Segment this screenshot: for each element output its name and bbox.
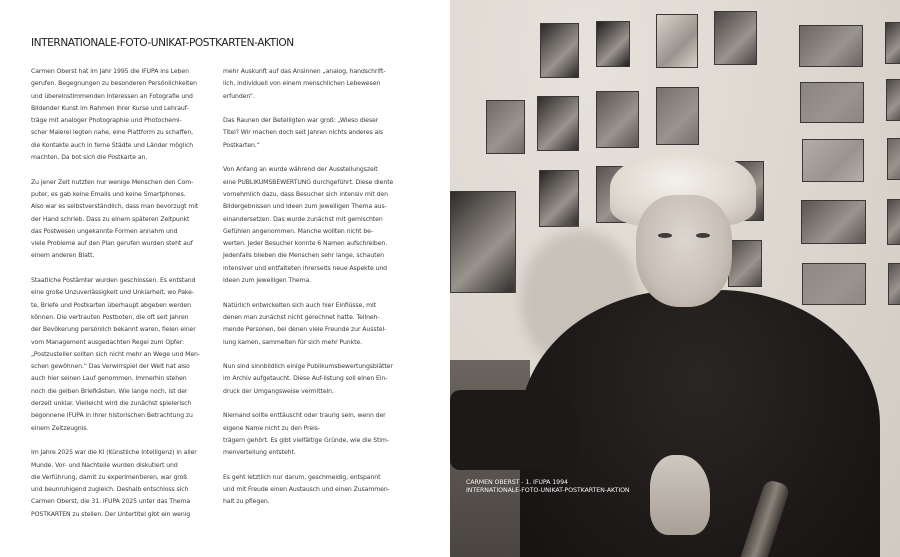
- text-line: POSTKARTEN zu stellen. Der Untertitel gibt ein wenig: [31, 510, 191, 518]
- wall-postcard: [656, 87, 699, 145]
- wall-postcard: [886, 79, 900, 121]
- text-line: puter, es gab keine Emails und keine Smartphones.: [31, 190, 186, 198]
- paragraph: [223, 472, 411, 509]
- paragraph: [31, 66, 219, 164]
- text-line: Gefühlen angenommen. Manche wollten nicht be-: [223, 227, 374, 235]
- text-line: Von Anfang an wurde während der Ausstellungszeit: [223, 166, 378, 174]
- text-line: Carmen Oberst hat im Jahr 1995 die IFUPA ins Leben: [31, 68, 189, 75]
- wall-postcard: [800, 82, 864, 123]
- wall-postcard: [596, 21, 630, 67]
- text-line: Bildergebnissen und Ideen zum jeweiligen Thema aus-: [223, 203, 387, 211]
- text-line: lung kamen, sammelten für sich mehr Punkte.: [223, 338, 362, 346]
- text-line: Zu jener Zeit nutzten nur wenige Menschen den Com-: [31, 178, 194, 186]
- portrait-photo: [450, 0, 900, 557]
- paragraph: [223, 164, 411, 287]
- text-line: der Hand schrieb. Dass zu einem späteren Zeitpunkt: [31, 215, 190, 223]
- text-line: trägern gehört. Es gibt vielfältige Gründe, wie die Stim-: [223, 436, 389, 444]
- text-line: schen gewöhnen.“ Das Verwirrspiel der Welt hat also: [31, 363, 190, 371]
- text-line: Bildender Kunst im Rahmen ihrer Kurse und Lehrauf-: [31, 104, 189, 112]
- text-line: „Postzusteller sollten sich nicht mehr an Wege und Men-: [31, 350, 200, 358]
- text-line: machten. Da bot sich die Postkarte an.: [31, 154, 148, 162]
- text-column-2: [223, 66, 411, 521]
- text-line: Natürlich entwickelten sich auch hier Einflüsse, mit: [223, 301, 376, 309]
- text-line: erfunden“.: [223, 92, 255, 100]
- paragraph: [31, 275, 219, 435]
- text-line: intensiver und entfalteten ihrerseits neue Aspekte und: [223, 264, 387, 272]
- text-line: te, Briefe und Postkarten überhaupt abgeben werden: [31, 301, 191, 309]
- text-line: viele Probleme auf den Plan gerufen wurden steht auf: [31, 240, 193, 248]
- paragraph: [223, 300, 411, 349]
- text-line: Postkarten.“: [223, 141, 260, 149]
- wall-postcard: [450, 191, 516, 293]
- paragraph: [223, 410, 411, 459]
- text-line: Titel? Wir machen doch seit Jahren nichts anderes als: [223, 129, 384, 137]
- text-line: Ideen zum jeweiligen Thema.: [223, 277, 312, 285]
- text-line: und mit Freude einen Austausch und einen Zusammen-: [223, 486, 390, 494]
- text-line: Staatliche Postämter wurden geschlossen. Es entstand: [31, 277, 196, 285]
- photo-eye-left: [658, 233, 672, 238]
- wall-postcard: [799, 25, 863, 67]
- text-line: mende Personen, bei denen viele Freunde zur Ausstel-: [223, 326, 387, 334]
- text-line: menverteilung entsteht.: [223, 449, 296, 457]
- text-line: eine PUBLIKUMSBEWERTUNG durchgeführt. Diese diente: [223, 178, 394, 186]
- text-column-1: [31, 66, 219, 533]
- text-line: Also war es selbstverständlich, dass man bevorzugt mit: [31, 203, 199, 211]
- text-line: noch die gelben Briefkästen. Wie lange noch, ist der: [31, 387, 188, 395]
- text-line: die Verführung, damit zu experimentieren, war groß: [31, 473, 188, 481]
- paragraph: [31, 447, 219, 521]
- paragraph: [223, 66, 411, 103]
- text-line: eigene Name nicht zu den Preis-: [223, 424, 321, 432]
- text-line: Es geht letztlich nur darum, geschmeidig, entspannt: [223, 473, 381, 481]
- text-line: im Archiv aufgetaucht. Diese Auf-listung soll einen Ein-: [223, 375, 388, 383]
- photo-hand: [650, 455, 710, 535]
- photo-face: [636, 195, 732, 307]
- text-line: einem Zeitzeugnis.: [31, 424, 89, 432]
- paragraph: [223, 115, 411, 152]
- wall-postcard: [885, 22, 900, 64]
- text-line: das Postwesen ungekannte Formen annahm und: [31, 227, 178, 235]
- text-line: vom Management ausgedachten Regel zum Opfer:: [31, 338, 185, 346]
- wall-postcard: [801, 200, 866, 244]
- text-line: träge mit analoger Photographie und Photochemi-: [31, 117, 182, 125]
- text-line: Niemand sollte enttäuscht oder traurig sein, wenn der: [223, 412, 386, 420]
- text-line: auch hier seinen Lauf genommen. Immerhin stehen: [31, 375, 187, 383]
- photo-arm: [450, 390, 580, 470]
- paragraph: [223, 361, 411, 398]
- text-line: lich, individuell von einem menschlichen Lebewesen: [223, 80, 381, 88]
- text-line: Das Raunen der Beteiligten war groß: „Wieso dieser: [223, 117, 379, 125]
- photo-caption: [466, 479, 630, 495]
- page-title: INTERNATIONALE-FOTO-UNIKAT-POSTKARTEN-AKTION: [31, 37, 294, 49]
- text-line: Carmen Oberst, die 31. IFUPA 2025 unter das Thema: [31, 498, 191, 506]
- text-line: derzeit unklar. Vielleicht wird die zunächst spielerisch: [31, 400, 192, 408]
- wall-postcard: [887, 199, 900, 245]
- wall-postcard: [888, 263, 900, 305]
- wall-postcard: [540, 23, 579, 78]
- text-line: mehr Auskunft auf das Ansinnen „analog, handschrift-: [223, 68, 386, 75]
- photo-eye-right: [696, 233, 710, 238]
- text-line: denen man zunächst nicht gerechnet hatte. Teilneh-: [223, 313, 380, 321]
- photo-caption-line-2: INTERNATIONALE-FOTO-UNIKAT-POSTKARTEN-AKTION: [466, 487, 630, 495]
- text-line: halt zu pflegen.: [223, 498, 270, 506]
- text-line: eine große Unzuverlässigkeit und Unklarheit, wo Pake-: [31, 289, 194, 297]
- text-line: können. Die vertrauten Postboten, die oft seit Jahren: [31, 313, 189, 321]
- text-line: einem anderen Blatt.: [31, 252, 95, 260]
- wall-postcard: [887, 138, 900, 180]
- text-line: einandersetzen. Das wurde zunächst mit gemischten: [223, 215, 383, 223]
- wall-postcard: [802, 263, 866, 305]
- text-line: Im Jahre 2025 war die KI (Künstliche Intelligenz) in aller: [31, 449, 197, 457]
- text-line: der Bevökerung persönlich bekannt waren, fielen einer: [31, 326, 196, 334]
- text-line: und beunruhigend zugleich. Deshalb entschloss sich: [31, 486, 189, 494]
- text-line: Nun sind sinnbildlich einige Publikumsbewertungsblätter: [223, 363, 393, 371]
- text-line: werten. Jeder Besucher konnte 6 Namen aufschreiben.: [223, 240, 388, 248]
- text-line: die Kontakte auch in ferne Städte und Länder möglich: [31, 141, 194, 149]
- wall-postcard: [802, 139, 864, 182]
- wall-postcard: [728, 240, 762, 287]
- wall-postcard: [537, 96, 579, 151]
- photo-caption-line-1: CARMEN OBERST - 1. IFUPA 1994: [466, 479, 568, 486]
- text-line: scher Malerei legten nahe, eine Plattform zu schaffen,: [31, 129, 194, 137]
- text-line: Munde. Vor- und Nachteile wurden diskutiert und: [31, 461, 178, 469]
- wall-postcard: [596, 91, 639, 148]
- wall-postcard: [714, 11, 757, 65]
- text-line: Jedenfalls blieben die Menschen sehr lange, schauten: [223, 252, 384, 260]
- wall-postcard: [656, 14, 698, 68]
- text-line: und übereinstimmenden Interessen an Fotografie und: [31, 92, 193, 100]
- text-line: vornehmlich dazu, dass Besucher sich intensiv mit den: [223, 190, 388, 198]
- text-line: druck der Umgangsweise vermitteln.: [223, 387, 334, 395]
- paragraph: [31, 177, 219, 263]
- text-line: begonnene IFUPA in ihrer historischen Betrachtung zu: [31, 412, 193, 420]
- text-line: gerufen. Begegnungen zu besonderen Persönlichkeiten: [31, 80, 197, 88]
- wall-postcard: [486, 100, 525, 154]
- wall-postcard: [539, 170, 579, 227]
